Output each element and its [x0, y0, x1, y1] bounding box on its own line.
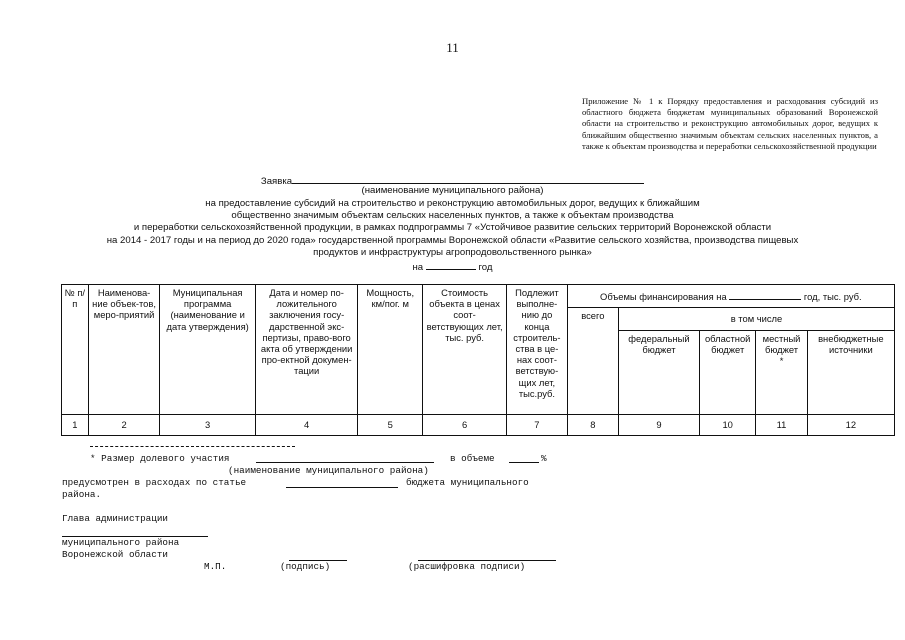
- col-header-total: всего: [567, 308, 618, 415]
- header-line-3: и переработки сельскохозяйственной продукции, в рамках подпрограммы 7 «Устойчивое развитие сельских территорий Воронежской области: [133, 222, 772, 233]
- appendix-note: Приложение № 1 к Порядку предоставления и расходования субсидий из областного бюджета бюджетам муниципальных образований Воронежской области на строительство и реконструкцию автомобильных дорог, ведущих к ближайшим общественно значимым объектам сельских населенных пунктов, а также к объектам производства и переработки сельскохозяйственной продукции: [582, 96, 878, 151]
- col-number: 6: [423, 415, 507, 436]
- stamp-label: М.П.: [204, 561, 227, 572]
- funding-year-blank: [729, 290, 801, 300]
- percent-sign: %: [541, 453, 547, 464]
- col-header-capacity: Мощность, км/пог. м: [358, 285, 423, 415]
- head-admin-label: Глава администрации: [62, 513, 169, 524]
- col-number: 12: [807, 415, 894, 436]
- signature-caption: (подпись): [280, 561, 331, 572]
- zayavka-title: Заявка: [260, 176, 293, 187]
- footnote-budget: бюджета муниципального: [406, 477, 529, 488]
- page-number: 11: [446, 40, 459, 55]
- col-number: 1: [62, 415, 89, 436]
- col-header-num: № п/п: [62, 285, 89, 415]
- col-number: 5: [358, 415, 423, 436]
- local-asterisk: *: [779, 355, 784, 367]
- decode-caption: (расшифровка подписи): [408, 561, 526, 572]
- footnote-star-label: * Размер долевого участия: [90, 453, 230, 464]
- funding-suffix: год, тыс. руб.: [803, 290, 862, 302]
- col-number: 11: [756, 415, 807, 436]
- header-line-2: общественно значимым объектам сельских населенных пунктов, а также к объектам производства: [231, 210, 674, 221]
- col-number: 2: [88, 415, 160, 436]
- district-name-blank: [292, 173, 644, 184]
- percent-blank: [509, 462, 539, 463]
- share-blank: [256, 462, 434, 463]
- col-number: 10: [699, 415, 755, 436]
- header-line-1: на предоставление субсидий на строительство и реконструкцию автомобильных дорог, ведущих к ближайшим: [205, 198, 700, 209]
- mun-district-label: муниципального района: [62, 537, 180, 548]
- header-line-5: продуктов и инфраструктуры агропродовольственного рынка»: [313, 247, 592, 258]
- col-number: 3: [160, 415, 255, 436]
- footnote-provided: предусмотрен в расходах по статье: [62, 477, 247, 488]
- article-blank: [286, 487, 398, 488]
- footnote-volume-label: в объеме: [450, 453, 495, 464]
- year-blank: [426, 259, 476, 270]
- footnote-rayon: района.: [62, 489, 102, 500]
- col-header-including: в том числе: [618, 308, 894, 331]
- year-suffix: год: [478, 262, 493, 273]
- col-number: 4: [255, 415, 358, 436]
- col-header-funding: [567, 285, 894, 308]
- region-label: Воронежской области: [62, 549, 169, 560]
- col-number: 9: [618, 415, 699, 436]
- col-header-program: Муниципальная программа (наименование и дата утверждения): [160, 285, 255, 415]
- table-number-row: [62, 415, 895, 436]
- col-header-cost: Стоимость объекта в ценах соот-ветствующих лет, тыс. руб.: [423, 285, 507, 415]
- col-header-local: [756, 331, 807, 415]
- col-header-regional: областной бюджет: [699, 331, 755, 415]
- col-header-federal: федеральный бюджет: [618, 331, 699, 415]
- funding-prefix: Объемы финансирования на: [600, 290, 727, 302]
- year-line: [0, 259, 905, 274]
- funding-table: [61, 284, 895, 436]
- header-line-4: на 2014 - 2017 годы и на период до 2020 года» государственной программы Воронежской области «Развитие сельского хозяйства, производства пищевых: [106, 235, 799, 246]
- footnote-separator: [90, 446, 295, 447]
- col-header-name: Наименова-ние объек-тов, меро-приятий: [88, 285, 160, 415]
- col-number: 8: [567, 415, 618, 436]
- col-header-extrabudget: внебюджетные источники: [807, 331, 894, 415]
- col-header-expertise: Дата и номер по-ложительного заключения госу-дарственной экс-пертизы, право-вого акта об утверждении про-ектной докумен-тации: [255, 285, 358, 415]
- col-number: 7: [507, 415, 568, 436]
- district-caption: (наименование муниципального района): [361, 185, 544, 196]
- col-header-remaining: Подлежит выполне-нию до конца строитель-ства в це-нах соот-ветствую-щих лет, тыс.руб.: [507, 285, 568, 415]
- footnote-district-caption: (наименование муниципального района): [228, 465, 429, 476]
- local-label: местный бюджет: [762, 333, 801, 356]
- table-header-row-1: [62, 285, 895, 308]
- year-prefix: на: [412, 262, 424, 273]
